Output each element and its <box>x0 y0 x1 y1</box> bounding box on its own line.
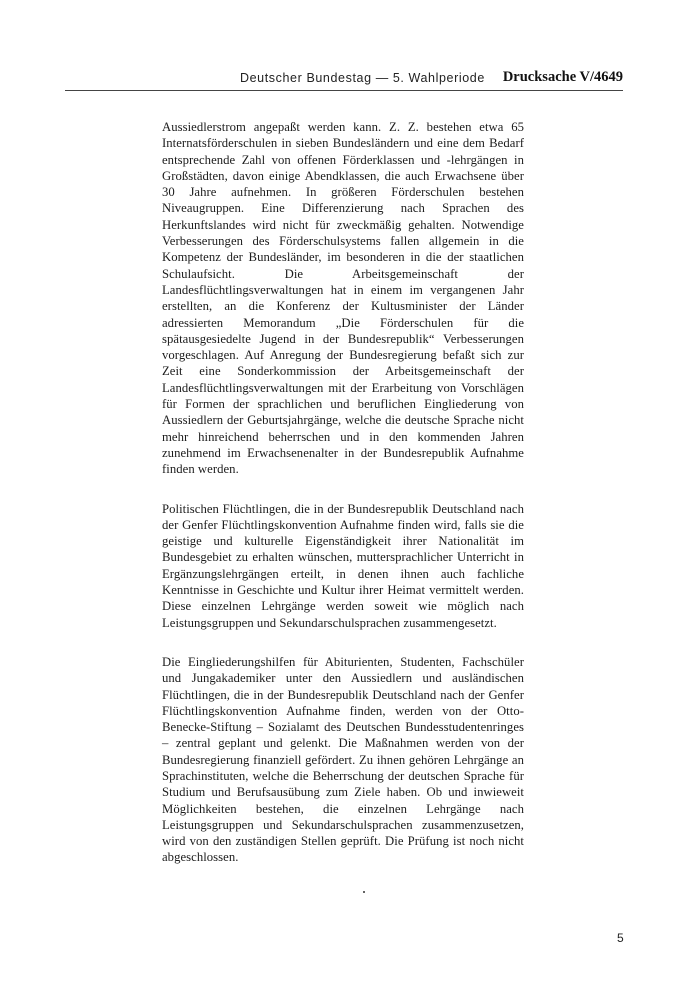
running-header <box>65 70 623 91</box>
body-text <box>162 119 524 866</box>
paragraph: Die Eingliederungshilfen für Abiturienten, Studenten, Fachschüler und Jungakademiker unter den Aussiedlern und ausländischen Flüchtlingen, die in der Bundesrepublik Deutschland nach der Genfer Flüchtlingskonvention Aufnahme finden, werden von der Otto-Benecke-Stiftung – Sozialamt des Deutschen Bundesstudentenringes – zentral geplant und gelenkt. Die Maßnahmen werden von der Bundesregierung finanziell gefördert. Zu ihnen gehören Lehrgänge an Sprachinstituten, welche die Beherrschung der deutschen Sprache für Studium und Berufsausübung zum Ziele haben. Ob und inwieweit Möglichkeiten bestehen, die einzelnen Lehrgänge nach Leistungsgruppen und Sekundarschulsprachen zusammenzusetzen, wird von den zuständigen Stellen geprüft. Die Prüfung ist noch nicht abgeschlossen. <box>162 654 524 865</box>
document-reference: Drucksache V/4649 <box>502 69 623 85</box>
paragraph: Politischen Flüchtlingen, die in der Bundesrepublik Deutschland nach der Genfer Flüchtlingskonvention Aufnahme finden wird, falls sie die geistige und kulturelle Eigenständigkeit ihrer Nationalität im Bundesgebiet zu erhalten wünschen, muttersprachlicher Unterricht in Ergänzungslehrgängen erteilt, in denen ihnen auch fachliche Kenntnisse in Geschichte und Kultur ihrer Heimat vermittelt werden. Diese einzelnen Lehrgänge werden soweit wie möglich nach Leistungsgruppen und Sekundarschulsprachen zusammengesetzt. <box>162 501 524 630</box>
page-number: 5 <box>617 931 624 945</box>
scan-speck <box>363 891 365 893</box>
paragraph: Aussiedlerstrom angepaßt werden kann. Z. Z. bestehen etwa 65 Internatsförderschulen in sieben Bundesländern und eine dem Bedarf entsprechende Zahl von offenen Förderklassen und -lehrgängen in Großstädten, davon einige Abendklassen, die auch Erwachsene über 30 Jahre aufnehmen. In größeren Förderschulen bestehen Niveaugruppen. Eine Differenzierung nach Sprachen des Herkunftslandes wird nicht für zweckmäßig gehalten. Notwendige Verbesserungen des Förderschulsystems fallen allgemein in die Kompetenz der Bundesländer, im besonderen in die der staatlichen Schulaufsicht. Die Arbeitsgemeinschaft der Landesflüchtlingsverwaltungen hat in einem im vergangenen Jahr erstellten, an die Konferenz der Kultusminister der Länder adressierten Memorandum „Die Förderschulen für die spätausgesiedelte Jugend in der Bundesrepublik“ Verbesserungen vorgeschlagen. Auf Anregung der Bundesregierung befaßt sich zur Zeit eine Sonderkommission der Arbeitsgemeinschaft der Landesflüchtlingsverwaltungen mit der Erarbeitung von Vorschlägen für Formen der sprachlichen und beruflichen Eingliederung von Aussiedlern der Geburtsjahrgänge, welche die deutsche Sprache nicht mehr hinreichend beherrschen und in den kommenden Jahren zunehmend im Erwachsenenalter in der Bundesrepublik Aufnahme finden werden. <box>162 120 524 477</box>
header-title: Deutscher Bundestag — 5. Wahlperiode <box>240 71 485 85</box>
